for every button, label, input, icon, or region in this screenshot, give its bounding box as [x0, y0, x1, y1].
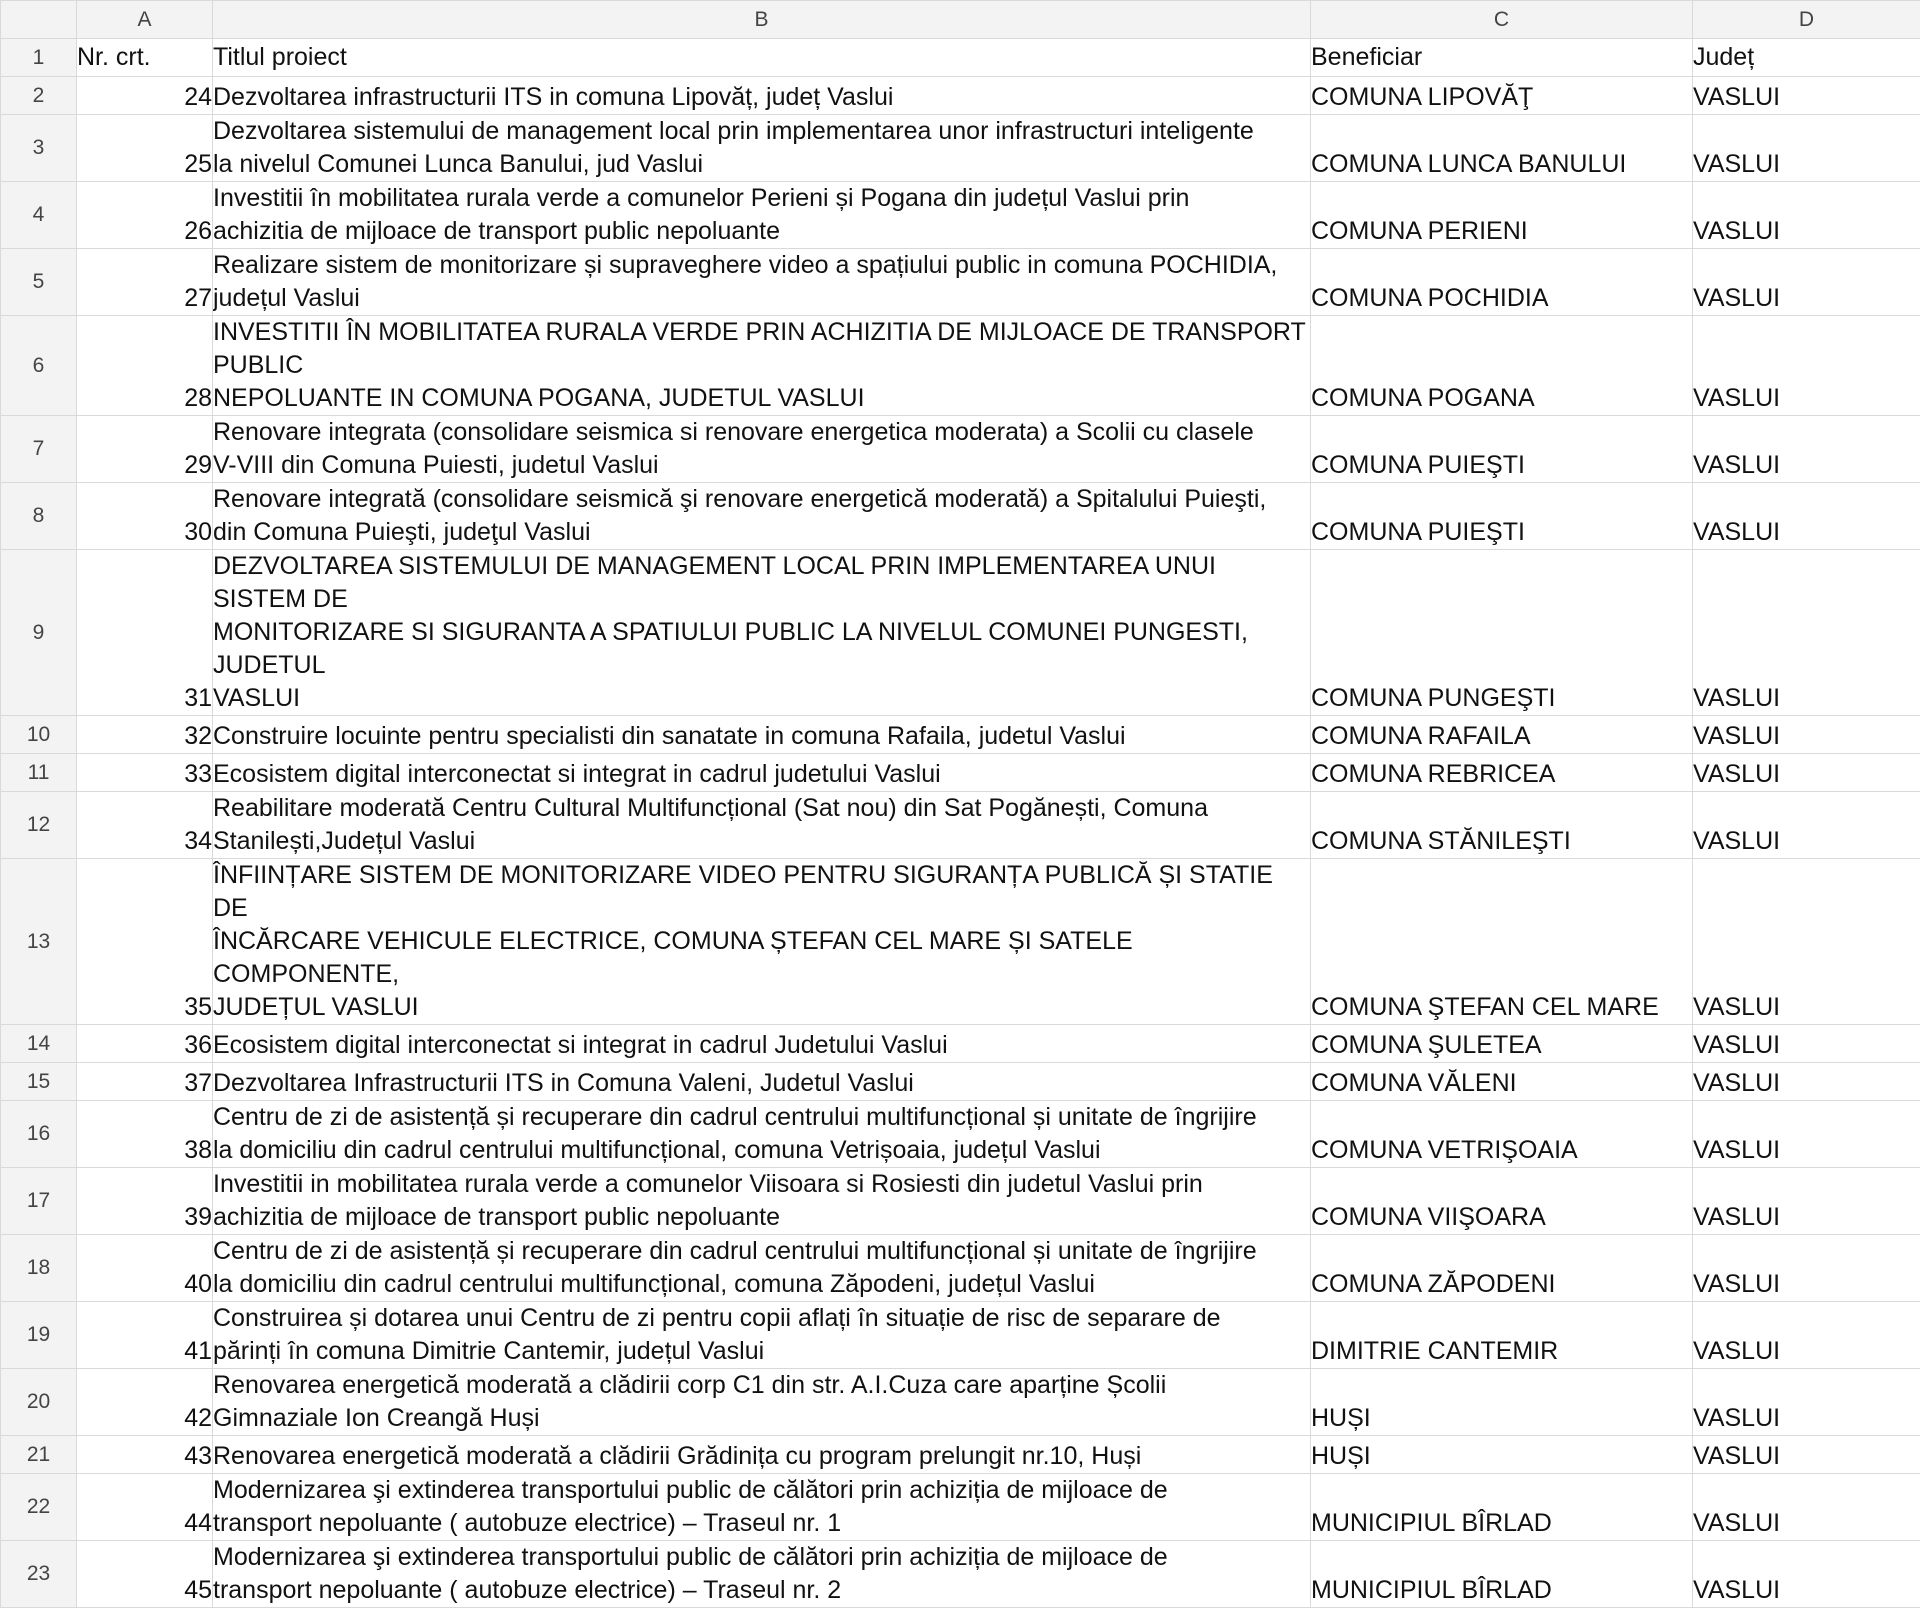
- cell-judet[interactable]: VASLUI: [1693, 859, 1920, 1025]
- table-row: [1, 1436, 1920, 1474]
- table-row: [1, 77, 1920, 115]
- table-row: [1, 1235, 1920, 1302]
- cell-beneficiar[interactable]: COMUNA LIPOVĂŢ: [1311, 77, 1693, 115]
- cell-judet[interactable]: VASLUI: [1693, 1541, 1920, 1608]
- cell-judet[interactable]: VASLUI: [1693, 416, 1920, 483]
- table-row: [1, 182, 1920, 249]
- cell-beneficiar[interactable]: COMUNA RAFAILA: [1311, 716, 1693, 754]
- cell-nr-crt[interactable]: 32: [77, 716, 213, 754]
- cell-judet[interactable]: VASLUI: [1693, 1235, 1920, 1302]
- cell-nr-crt[interactable]: 38: [77, 1101, 213, 1168]
- row-header[interactable]: 23: [1, 1541, 77, 1608]
- cell-header-title[interactable]: Titlul proiect: [213, 39, 1311, 77]
- cell-nr-crt[interactable]: 36: [77, 1025, 213, 1063]
- table-row: [1, 416, 1920, 483]
- cell-nr-crt[interactable]: 31: [77, 550, 213, 716]
- cell-beneficiar[interactable]: COMUNA PERIENI: [1311, 182, 1693, 249]
- row-header[interactable]: 21: [1, 1436, 77, 1474]
- cell-nr-crt[interactable]: 33: [77, 754, 213, 792]
- cell-beneficiar[interactable]: COMUNA PUNGEŞTI: [1311, 550, 1693, 716]
- row-header[interactable]: 11: [1, 754, 77, 792]
- column-header-row: [1, 1, 1920, 39]
- cell-titlul-proiect[interactable]: Dezvoltarea infrastructurii ITS in comuna Lipovăț, județ Vaslui: [213, 77, 1311, 115]
- cell-beneficiar[interactable]: COMUNA ŞTEFAN CEL MARE: [1311, 859, 1693, 1025]
- header-data-row: [1, 39, 1920, 77]
- row-header[interactable]: 18: [1, 1235, 77, 1302]
- table-row: [1, 1474, 1920, 1541]
- cell-header-beneficiar[interactable]: Beneficiar: [1311, 39, 1693, 77]
- cell-judet[interactable]: VASLUI: [1693, 716, 1920, 754]
- row-header[interactable]: 22: [1, 1474, 77, 1541]
- column-header-a[interactable]: A: [77, 1, 213, 39]
- cell-judet[interactable]: VASLUI: [1693, 1302, 1920, 1369]
- column-header-d[interactable]: D: [1693, 1, 1920, 39]
- cell-titlul-proiect[interactable]: Renovarea energetică moderată a clădirii Grădinița cu program prelungit nr.10, Huși: [213, 1436, 1311, 1474]
- cell-titlul-proiect[interactable]: Modernizarea şi extinderea transportului public de călători prin achiziția de mijloace de transport nepoluante ( autobuze electrice) – Traseul nr. 1: [213, 1474, 1311, 1541]
- table-row: [1, 316, 1920, 416]
- row-header[interactable]: 4: [1, 182, 77, 249]
- cell-nr-crt[interactable]: 34: [77, 792, 213, 859]
- row-header[interactable]: 6: [1, 316, 77, 416]
- table-row: [1, 1101, 1920, 1168]
- cell-nr-crt[interactable]: 24: [77, 77, 213, 115]
- cell-titlul-proiect[interactable]: Ecosistem digital interconectat si integrat in cadrul Judetului Vaslui: [213, 1025, 1311, 1063]
- cell-beneficiar[interactable]: DIMITRIE CANTEMIR: [1311, 1302, 1693, 1369]
- row-header[interactable]: 15: [1, 1063, 77, 1101]
- cell-nr-crt[interactable]: 45: [77, 1541, 213, 1608]
- row-header[interactable]: 20: [1, 1369, 77, 1436]
- row-header[interactable]: 19: [1, 1302, 77, 1369]
- table-row: [1, 716, 1920, 754]
- table-row: [1, 1302, 1920, 1369]
- cell-beneficiar[interactable]: COMUNA VETRIŞOAIA: [1311, 1101, 1693, 1168]
- cell-titlul-proiect[interactable]: Centru de zi de asistență și recuperare din cadrul centrului multifuncțional și unitate de îngrijire la domiciliu din cadrul centrului multifuncțional, comuna Zăpodeni, județul Vaslui: [213, 1235, 1311, 1302]
- cell-beneficiar[interactable]: COMUNA ZĂPODENI: [1311, 1235, 1693, 1302]
- cell-judet[interactable]: VASLUI: [1693, 1474, 1920, 1541]
- table-row: [1, 754, 1920, 792]
- table-row: [1, 1168, 1920, 1235]
- table-row: [1, 859, 1920, 1025]
- cell-beneficiar[interactable]: COMUNA POGANA: [1311, 316, 1693, 416]
- row-header[interactable]: 14: [1, 1025, 77, 1063]
- cell-titlul-proiect[interactable]: Investitii in mobilitatea rurala verde a comunelor Viisoara si Rosiesti din judetul Vaslui prin achizitia de mijloace de transport public nepoluante: [213, 1168, 1311, 1235]
- cell-titlul-proiect[interactable]: Construire locuinte pentru specialisti din sanatate in comuna Rafaila, judetul Vaslui: [213, 716, 1311, 754]
- cell-nr-crt[interactable]: 44: [77, 1474, 213, 1541]
- cell-titlul-proiect[interactable]: ÎNFIINȚARE SISTEM DE MONITORIZARE VIDEO PENTRU SIGURANȚA PUBLICĂ ȘI STATIE DE ÎNCĂRCARE VEHICULE ELECTRICE, COMUNA ȘTEFAN CEL MARE ȘI SATELE COMPONENTE, JUDEȚUL VASLUI: [213, 859, 1311, 1025]
- cell-beneficiar[interactable]: COMUNA LUNCA BANULUI: [1311, 115, 1693, 182]
- row-header[interactable]: 17: [1, 1168, 77, 1235]
- table-row: [1, 483, 1920, 550]
- row-header[interactable]: 5: [1, 249, 77, 316]
- cell-beneficiar[interactable]: MUNICIPIUL BÎRLAD: [1311, 1474, 1693, 1541]
- row-header[interactable]: 2: [1, 77, 77, 115]
- table-row: [1, 1025, 1920, 1063]
- cell-judet[interactable]: VASLUI: [1693, 115, 1920, 182]
- row-header[interactable]: 1: [1, 39, 77, 77]
- cell-beneficiar[interactable]: COMUNA STĂNILEŞTI: [1311, 792, 1693, 859]
- cell-titlul-proiect[interactable]: Construirea și dotarea unui Centru de zi pentru copii aflați în situație de risc de separare de părinți în comuna Dimitrie Cantemir, județul Vaslui: [213, 1302, 1311, 1369]
- table-row: [1, 1063, 1920, 1101]
- cell-judet[interactable]: VASLUI: [1693, 483, 1920, 550]
- row-header[interactable]: 13: [1, 859, 77, 1025]
- cell-beneficiar[interactable]: COMUNA ŞULETEA: [1311, 1025, 1693, 1063]
- cell-judet[interactable]: VASLUI: [1693, 754, 1920, 792]
- cell-titlul-proiect[interactable]: Modernizarea şi extinderea transportului public de călători prin achiziția de mijloace de transport nepoluante ( autobuze electrice) – Traseul nr. 2: [213, 1541, 1311, 1608]
- cell-nr-crt[interactable]: 28: [77, 316, 213, 416]
- cell-nr-crt[interactable]: 25: [77, 115, 213, 182]
- cell-nr-crt[interactable]: 29: [77, 416, 213, 483]
- cell-judet[interactable]: VASLUI: [1693, 550, 1920, 716]
- cell-beneficiar[interactable]: COMUNA PUIEŞTI: [1311, 416, 1693, 483]
- cell-titlul-proiect[interactable]: Investitii în mobilitatea rurala verde a comunelor Perieni și Pogana din județul Vaslui prin achizitia de mijloace de transport public nepoluante: [213, 182, 1311, 249]
- column-header-c[interactable]: C: [1311, 1, 1693, 39]
- cell-titlul-proiect[interactable]: Ecosistem digital interconectat si integrat in cadrul judetului Vaslui: [213, 754, 1311, 792]
- cell-titlul-proiect[interactable]: Reabilitare moderată Centru Cultural Multifuncțional (Sat nou) din Sat Pogănești, Comuna Stanilești,Județul Vaslui: [213, 792, 1311, 859]
- row-header[interactable]: 16: [1, 1101, 77, 1168]
- cell-beneficiar[interactable]: COMUNA POCHIDIA: [1311, 249, 1693, 316]
- table-row: [1, 1541, 1920, 1608]
- cell-titlul-proiect[interactable]: INVESTITII ÎN MOBILITATEA RURALA VERDE PRIN ACHIZITIA DE MIJLOACE DE TRANSPORT PUBLIC NEPOLUANTE IN COMUNA POGANA, JUDETUL VASLUI: [213, 316, 1311, 416]
- column-header-b[interactable]: B: [213, 1, 1311, 39]
- row-header[interactable]: 12: [1, 792, 77, 859]
- cell-beneficiar[interactable]: COMUNA REBRICEA: [1311, 754, 1693, 792]
- cell-judet[interactable]: VASLUI: [1693, 77, 1920, 115]
- table-row: [1, 550, 1920, 716]
- cell-judet[interactable]: VASLUI: [1693, 1369, 1920, 1436]
- cell-nr-crt[interactable]: 26: [77, 182, 213, 249]
- cell-titlul-proiect[interactable]: Dezvoltarea sistemului de management local prin implementarea unor infrastructuri inteligente la nivelul Comunei Lunca Banului, jud Vaslui: [213, 115, 1311, 182]
- cell-titlul-proiect[interactable]: Dezvoltarea Infrastructurii ITS in Comuna Valeni, Judetul Vaslui: [213, 1063, 1311, 1101]
- cell-judet[interactable]: VASLUI: [1693, 182, 1920, 249]
- cell-judet[interactable]: VASLUI: [1693, 1063, 1920, 1101]
- cell-titlul-proiect[interactable]: Centru de zi de asistență și recuperare din cadrul centrului multifuncțional și unitate de îngrijire la domiciliu din cadrul centrului multifuncțional, comuna Vetrișoaia, județul Vaslui: [213, 1101, 1311, 1168]
- cell-nr-crt[interactable]: 43: [77, 1436, 213, 1474]
- row-header[interactable]: 8: [1, 483, 77, 550]
- cell-beneficiar[interactable]: COMUNA VIIŞOARA: [1311, 1168, 1693, 1235]
- cell-titlul-proiect[interactable]: DEZVOLTAREA SISTEMULUI DE MANAGEMENT LOCAL PRIN IMPLEMENTAREA UNUI SISTEM DE MONITORIZARE SI SIGURANTA A SPATIULUI PUBLIC LA NIVELUL COMUNEI PUNGESTI, JUDETUL VASLUI: [213, 550, 1311, 716]
- cell-nr-crt[interactable]: 37: [77, 1063, 213, 1101]
- table-row: [1, 249, 1920, 316]
- cell-judet[interactable]: VASLUI: [1693, 249, 1920, 316]
- cell-nr-crt[interactable]: 42: [77, 1369, 213, 1436]
- cell-titlul-proiect[interactable]: Renovare integrată (consolidare seismică şi renovare energetică moderată) a Spitalului Puieşti, din Comuna Puieşti, judeţul Vaslui: [213, 483, 1311, 550]
- cell-judet[interactable]: VASLUI: [1693, 316, 1920, 416]
- cell-beneficiar[interactable]: HUȘI: [1311, 1436, 1693, 1474]
- cell-header-nr[interactable]: Nr. crt.: [77, 39, 213, 77]
- cell-judet[interactable]: VASLUI: [1693, 1025, 1920, 1063]
- table-row: [1, 1369, 1920, 1436]
- row-header[interactable]: 9: [1, 550, 77, 716]
- cell-nr-crt[interactable]: 40: [77, 1235, 213, 1302]
- select-all-corner[interactable]: [1, 1, 77, 39]
- cell-beneficiar[interactable]: COMUNA VĂLENI: [1311, 1063, 1693, 1101]
- cell-beneficiar[interactable]: HUȘI: [1311, 1369, 1693, 1436]
- cell-nr-crt[interactable]: 30: [77, 483, 213, 550]
- cell-titlul-proiect[interactable]: Realizare sistem de monitorizare și supraveghere video a spațiului public in comuna POCHIDIA, județul Vaslui: [213, 249, 1311, 316]
- cell-nr-crt[interactable]: 41: [77, 1302, 213, 1369]
- table-row: [1, 792, 1920, 859]
- cell-judet[interactable]: VASLUI: [1693, 1436, 1920, 1474]
- cell-nr-crt[interactable]: 35: [77, 859, 213, 1025]
- cell-judet[interactable]: VASLUI: [1693, 792, 1920, 859]
- row-header[interactable]: 3: [1, 115, 77, 182]
- cell-judet[interactable]: VASLUI: [1693, 1168, 1920, 1235]
- table-row: [1, 115, 1920, 182]
- cell-judet[interactable]: VASLUI: [1693, 1101, 1920, 1168]
- cell-titlul-proiect[interactable]: Renovare integrata (consolidare seismica si renovare energetica moderata) a Scolii cu clasele V-VIII din Comuna Puiesti, judetul Vaslui: [213, 416, 1311, 483]
- cell-nr-crt[interactable]: 39: [77, 1168, 213, 1235]
- row-header[interactable]: 10: [1, 716, 77, 754]
- cell-beneficiar[interactable]: COMUNA PUIEŞTI: [1311, 483, 1693, 550]
- row-header[interactable]: 7: [1, 416, 77, 483]
- cell-titlul-proiect[interactable]: Renovarea energetică moderată a clădirii corp C1 din str. A.I.Cuza care aparține Școlii Gimnaziale Ion Creangă Huși: [213, 1369, 1311, 1436]
- cell-beneficiar[interactable]: MUNICIPIUL BÎRLAD: [1311, 1541, 1693, 1608]
- cell-nr-crt[interactable]: 27: [77, 249, 213, 316]
- cell-header-judet[interactable]: Județ: [1693, 39, 1920, 77]
